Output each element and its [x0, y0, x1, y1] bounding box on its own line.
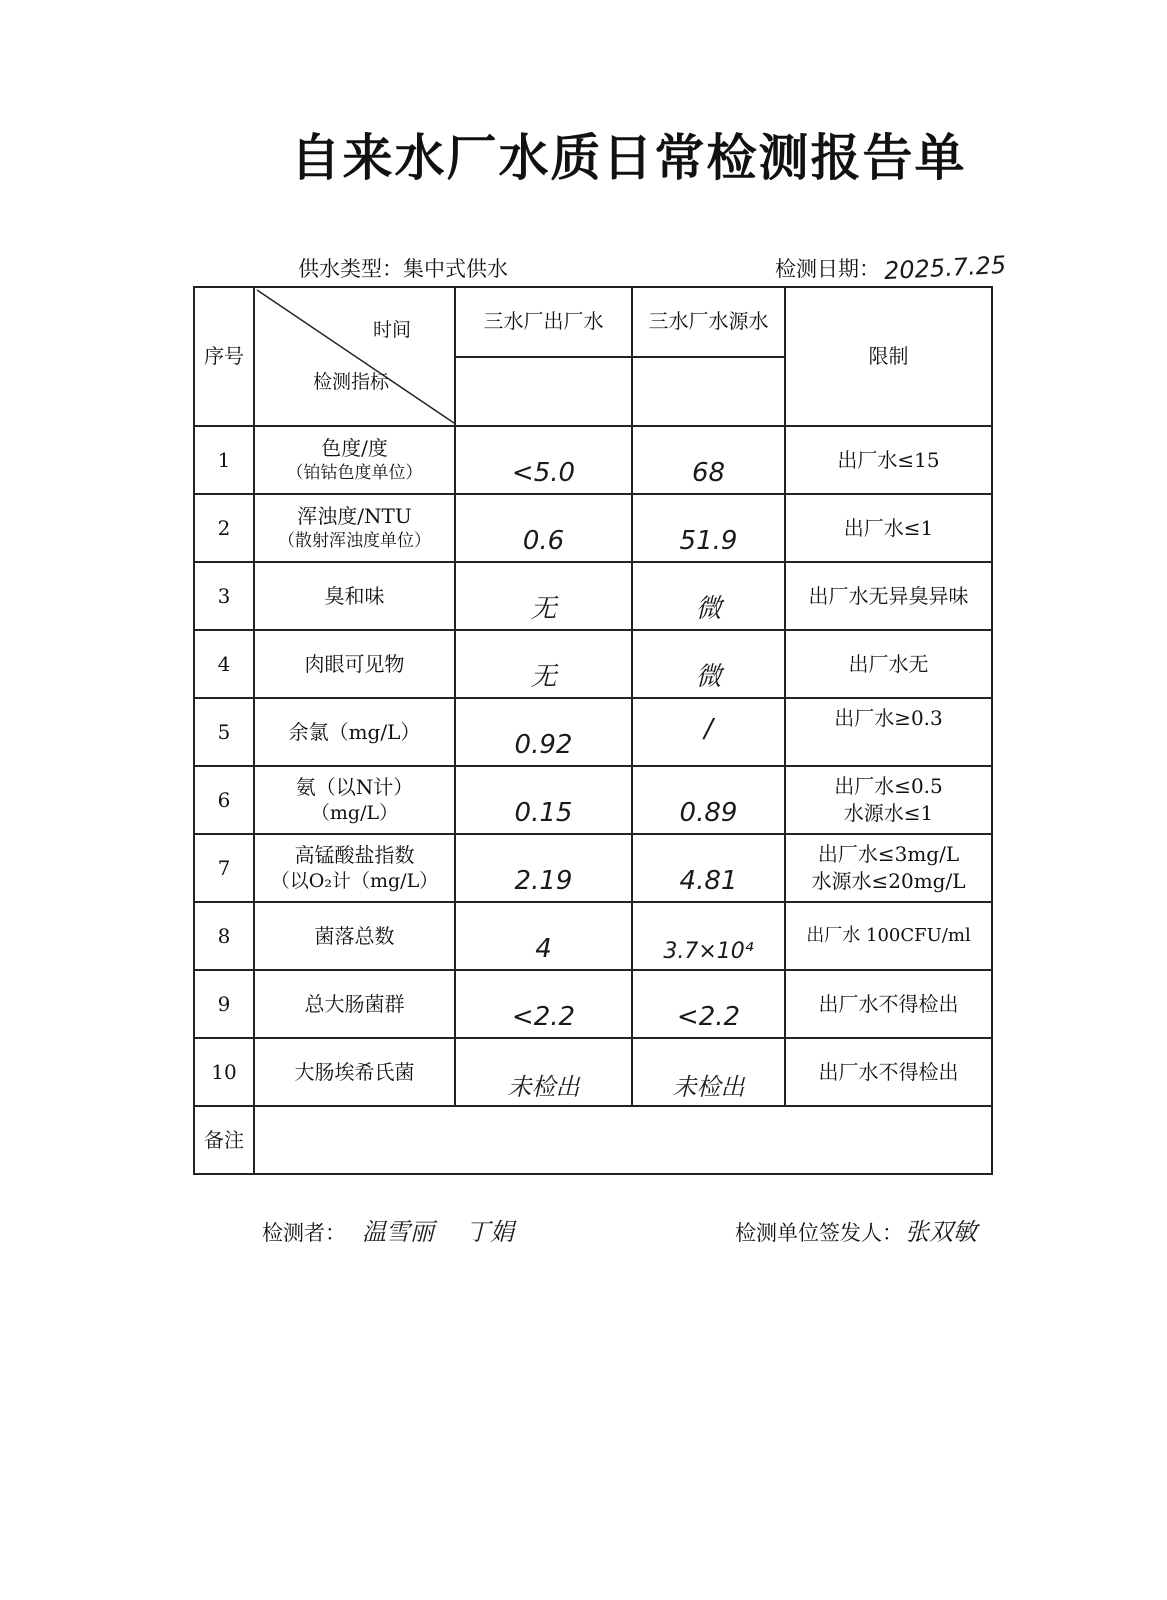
- supply-type-label: 供水类型：: [298, 257, 403, 281]
- limit-line-1: 出厂水不得检出: [818, 1059, 959, 1084]
- value-a: [455, 562, 632, 630]
- value-b: [632, 766, 785, 834]
- row-limit: [785, 630, 992, 698]
- value-b-text: 51.9: [679, 525, 738, 556]
- header-col-a: 三水厂出厂水: [455, 287, 632, 357]
- row-indicator: [254, 970, 455, 1038]
- indicator-sub: （铂钴色度单位）: [286, 463, 423, 484]
- row-indicator: [254, 698, 455, 766]
- value-b-text: <2.2: [676, 1001, 741, 1032]
- row-index: 10: [194, 1038, 254, 1106]
- row-indicator: [254, 834, 455, 902]
- value-a: [455, 970, 632, 1038]
- remark-row: [194, 1106, 992, 1174]
- table-row: [194, 902, 992, 970]
- value-a-text: 0.92: [514, 729, 573, 760]
- limit-line-2: 水源水≤1: [843, 801, 934, 825]
- indicator-name: 总大肠菌群: [304, 991, 405, 1016]
- value-b: [632, 562, 785, 630]
- value-b: [632, 970, 785, 1038]
- limit-line-1: 出厂水≤15: [837, 447, 940, 472]
- row-limit: [785, 494, 992, 562]
- limit-line-1: 出厂水无异臭异味: [808, 583, 969, 608]
- table-row: [194, 494, 992, 562]
- header-col-a-blank: [455, 357, 632, 427]
- value-a: [455, 902, 632, 970]
- row-indicator: [254, 766, 455, 834]
- table-row: [194, 562, 992, 630]
- table-row: [194, 834, 992, 902]
- value-b: [632, 494, 785, 562]
- value-a-text: 4: [535, 933, 552, 964]
- value-a: [455, 766, 632, 834]
- table-row: [194, 426, 992, 494]
- value-b: [632, 902, 785, 970]
- indicator-sub: （散射浑浊度单位）: [278, 531, 431, 552]
- row-index: 5: [194, 698, 254, 766]
- report-table: [193, 286, 993, 1175]
- row-index: 8: [194, 902, 254, 970]
- limit-line-1: 出厂水无: [848, 651, 929, 676]
- row-indicator: [254, 494, 455, 562]
- value-b: [632, 426, 785, 494]
- limit-line-1: 出厂水 100CFU/ml: [806, 924, 971, 946]
- value-a-text: 2.19: [514, 865, 573, 896]
- row-indicator: [254, 1038, 455, 1106]
- header-index: 序号: [194, 287, 254, 426]
- indicator-name: 浑浊度/NTU: [297, 504, 412, 529]
- supply-type: [298, 253, 508, 283]
- value-a: [455, 1038, 632, 1106]
- value-b-text: /: [704, 713, 713, 744]
- page-title: 自来水厂水质日常检测报告单: [290, 129, 967, 187]
- limit-line-1: 出厂水≥0.3: [834, 706, 943, 730]
- header-diagonal-cell: [254, 287, 455, 426]
- tester-label: 检测者：: [262, 1221, 346, 1245]
- indicator-name: 臭和味: [324, 583, 385, 608]
- value-b-text: 68: [691, 457, 726, 488]
- row-limit: [785, 970, 992, 1038]
- value-b-text: 3.7×10⁴: [663, 939, 754, 965]
- supply-type-value: 集中式供水: [403, 257, 508, 281]
- value-b: [632, 834, 785, 902]
- row-limit: [785, 766, 992, 834]
- indicator-name: 余氯（mg/L）: [288, 719, 421, 744]
- limit-line-1: 出厂水≤3mg/L: [817, 842, 960, 866]
- row-limit: [785, 1038, 992, 1106]
- diagonal-line: [255, 288, 454, 425]
- value-a-text: 无: [530, 661, 557, 692]
- issuer-label: 检测单位签发人：: [735, 1221, 903, 1245]
- row-limit: [785, 426, 992, 494]
- indicator-sub: （以O₂计（mg/L）: [270, 869, 439, 892]
- value-b: [632, 698, 785, 766]
- row-index: 1: [194, 426, 254, 494]
- row-index: 6: [194, 766, 254, 834]
- value-a: [455, 630, 632, 698]
- value-a-text: 0.6: [522, 525, 565, 556]
- table-row: [194, 766, 992, 834]
- issuer: [735, 1212, 977, 1247]
- limit-line-2: 水源水≤20mg/L: [811, 869, 966, 893]
- table-row: [194, 970, 992, 1038]
- value-b-text: 0.89: [679, 797, 738, 828]
- indicator-name: 色度/度: [321, 436, 388, 461]
- row-index: 2: [194, 494, 254, 562]
- value-b: [632, 630, 785, 698]
- header-limit: 限制: [785, 287, 992, 426]
- remark-value: [254, 1106, 992, 1174]
- indicator-name: 高锰酸盐指数: [294, 842, 415, 867]
- limit-line-1: 出厂水不得检出: [818, 991, 959, 1016]
- header-col-b-blank: [632, 357, 785, 427]
- header-col-b: 三水厂水源水: [632, 287, 785, 357]
- remark-label: 备注: [194, 1106, 254, 1174]
- row-indicator: [254, 902, 455, 970]
- indicator-name: 肉眼可见物: [304, 651, 405, 676]
- row-limit: [785, 834, 992, 902]
- value-a: [455, 494, 632, 562]
- limit-line-1: 出厂水≤0.5: [834, 774, 943, 798]
- value-b-text: 未检出: [672, 1072, 745, 1101]
- test-date-label: 检测日期：: [775, 257, 880, 281]
- value-a-text: <2.2: [511, 1001, 576, 1032]
- test-date-value: 2025.7.25: [883, 250, 1007, 286]
- value-a: [455, 426, 632, 494]
- indicator-sub: （mg/L）: [310, 801, 399, 824]
- indicator-name: 大肠埃希氏菌: [294, 1059, 415, 1084]
- row-limit: [785, 698, 992, 766]
- row-index: 9: [194, 970, 254, 1038]
- value-a-text: 0.15: [514, 797, 573, 828]
- row-limit: [785, 902, 992, 970]
- value-b: [632, 1038, 785, 1106]
- row-index: 7: [194, 834, 254, 902]
- header-time: 时间: [373, 319, 412, 341]
- row-index: 3: [194, 562, 254, 630]
- row-indicator: [254, 562, 455, 630]
- value-b-text: 4.81: [679, 865, 738, 896]
- value-a: [455, 834, 632, 902]
- row-indicator: [254, 630, 455, 698]
- indicator-name: 氨（以N计）: [295, 774, 414, 799]
- value-a-text: 未检出: [507, 1072, 580, 1101]
- row-indicator: [254, 426, 455, 494]
- value-a-text: 无: [530, 593, 557, 624]
- row-index: 4: [194, 630, 254, 698]
- table-row: [194, 630, 992, 698]
- test-date: [775, 250, 1007, 286]
- limit-line-1: 出厂水≤1: [843, 515, 934, 540]
- header-indicator: 检测指标: [313, 371, 390, 393]
- indicator-name: 菌落总数: [314, 923, 395, 948]
- tester-signature-1: 温雪丽: [362, 1218, 434, 1246]
- issuer-signature: 张双敏: [905, 1218, 977, 1246]
- value-b-text: 微: [695, 593, 722, 624]
- tester-signature-2: 丁娟: [466, 1218, 514, 1246]
- tester: [262, 1212, 514, 1247]
- value-a-text: <5.0: [511, 457, 576, 488]
- row-limit: [785, 562, 992, 630]
- table-row: [194, 1038, 992, 1106]
- table-row: [194, 698, 992, 766]
- value-a: [455, 698, 632, 766]
- value-b-text: 微: [695, 661, 722, 692]
